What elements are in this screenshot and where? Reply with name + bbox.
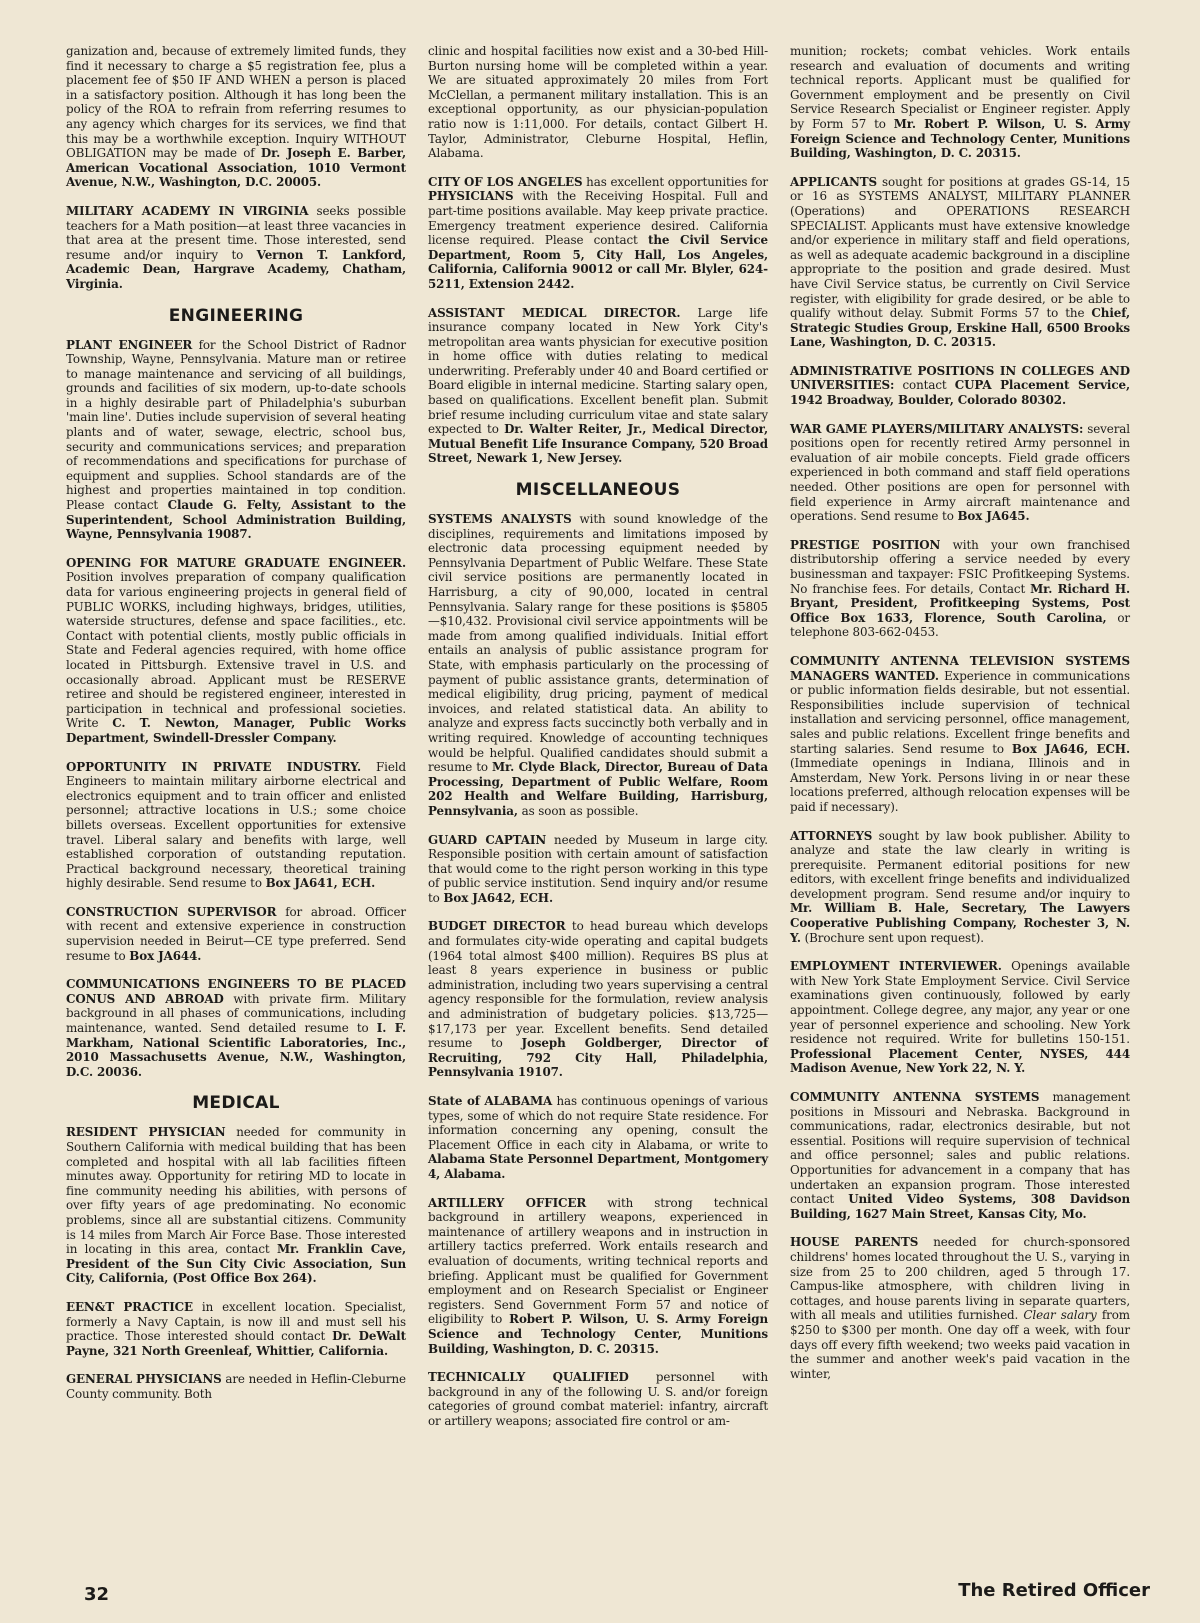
listing-heading: OPENING FOR MATURE GRADUATE ENGINEER. — [66, 555, 406, 570]
listing-heading: COMMUNITY ANTENNA TELEVISION SYSTEMS MANAGERS WANTED. — [790, 653, 1130, 683]
listing-prestige-position — [790, 538, 1130, 640]
listing-contact: Dr. DeWalt Payne, 321 North Greenleaf, Whittier, California. — [66, 1329, 406, 1358]
listing-heading: EMPLOYMENT INTERVIEWER. — [790, 959, 1002, 974]
listing-city-los-angeles — [428, 175, 768, 292]
listing-body: Openings available with New York State Employment Service. Civil Service examinations given continuously, followed by early appointment. College degree, any major, any year or one year of personnel experience and schooling. New York residence not required. Write for bulletins 150-151. — [790, 959, 1130, 1047]
listing-graduate-engineer — [66, 556, 406, 746]
listing-community-antenna-systems — [790, 1090, 1130, 1221]
listing-contact: Dr. Walter Reiter, Jr., Medical Director, Mutual Benefit Life Insurance Company, 520 Broad Street, Newark 1, New Jersey. — [428, 422, 768, 466]
listing-emphasis: Clear salary — [1023, 1308, 1097, 1323]
listing-tail: (Brochure sent upon request). — [800, 930, 984, 945]
listing-assistant-medical-director — [428, 306, 768, 467]
listing-contact: Mr. William B. Hale, Secretary, The Lawyers Cooperative Publishing Company, Rochester 3, N. Y. — [790, 901, 1130, 945]
listing-body: with strong technical background in artillery weapons, experienced in maintenance of artillery weapons and in instruction in artillery tactics preferred. Work entails research and evaluation of documents, writing technical reports and briefing. Applicant must be qualified for Government employment and on Research Specialist or Engineer registers. Send Government Form 57 and notice of eligibility to — [428, 1195, 768, 1327]
listing-body: personnel with background in any of the following U. S. and/or foreign categories of ground combat materiel: infantry, aircraft or artillery weapons; associated fire control or am- — [428, 1370, 769, 1428]
listing-heading: ASSISTANT MEDICAL DIRECTOR. — [428, 305, 681, 320]
listing-tail: or telephone 803-662-0453. — [790, 610, 1130, 640]
listing-keyword: PHYSICIANS — [428, 189, 514, 204]
listing-applicants — [790, 175, 1130, 350]
listing-guard-captain — [428, 833, 768, 906]
listing-contact: United Video Systems, 308 Davidson Building, 1627 Main Street, Kansas City, Mo. — [790, 1192, 1131, 1221]
listing-technically-qualified-continued — [790, 44, 1130, 161]
listing-catv-managers — [790, 654, 1130, 815]
listing-heading: EEN&T PRACTICE — [66, 1299, 193, 1314]
listing-contact: Box JA644. — [129, 948, 202, 963]
listing-contact: Joseph Goldberger, Director of Recruiting, 792 City Hall, Philadelphia, Pennsylvania 19107. — [428, 1036, 768, 1080]
listing-heading: MILITARY ACADEMY IN VIRGINIA — [66, 203, 309, 218]
section-heading-engineering: ENGINEERING — [168, 305, 304, 326]
listing-body: Experience in communications or public information fields desirable, but not essential. Responsibilities include supervision of technical installation and servicing personnel, office management, sales and public relations. Excellent fringe benefits and starting salaries. Send resume to — [790, 668, 1130, 756]
listing-heading: PRESTIGE POSITION — [790, 537, 941, 552]
listing-body: are needed in Heflin-Cleburne County community. Both — [66, 1372, 406, 1401]
listing-body: with sound knowledge of the disciplines, requirements and limitations imposed by electronic data processing equipment needed by Pennsylvania Department of Public Welfare. These State civil service positions are permanently located in Harrisburg, a city of 90,000, located in central Pennsylvania. Salary range for these positions is $5805—$10,432. Provisional civil service appointments will be made from among qualified individuals. Initial effort entails an analysis of public assistance program for State, with emphasis particularly on the processing of payment of public assistance grants, determination of medical eligibility, drug pricing, payment of medical invoices, and related statistical data. An ability to analyze and express facts succinctly both verbally and in writing required. Knowledge of accounting techniques would be helpful. Qualified candidates should submit a resume to — [428, 512, 768, 775]
listing-body: sought for positions at grades GS-14, 15 or 16 as SYSTEMS ANALYST, MILITARY PLANNER (Operations) and OPERATIONS RESEARCH SPECIALIST. Applicants must have extensive knowledge and/or experience in military staff and field operations, as well as adequate academic background in a discipline appropriate to the position and grade desired. Must have Civil Service status, be currently on Civil Service register, with eligibility for grade desired, or be able to qualify without delay. Submit Forms 57 to the — [790, 174, 1130, 321]
column-left — [66, 44, 406, 1416]
listing-heading: APPLICANTS — [790, 174, 878, 189]
listing-body: management positions in Missouri and Nebraska. Background in communications, radar, electronics desirable, but not essential. Positions will require supervision of technical and office personnel; sales and public relations. Opportunities for advancement in a company that has undertaken an expansion program. Those interested contact — [790, 1090, 1130, 1207]
listing-body: seeks possible teachers for a Math position—at least three vacancies in that area at the present time. Those interested, send resume and/or inquiry to — [66, 203, 406, 262]
listing-body: several positions open for recently retired Army personnel in evaluation of air mobile concepts. Field grade officers experienced in both command and staff field operations needed. Other positions are open for personnel with field experience in Army aircraft maintenance and operations. Send resume to — [790, 421, 1130, 524]
listing-tail: as soon as possible. — [517, 803, 639, 818]
listing-construction-supervisor — [66, 905, 406, 963]
listing-budget-director — [428, 919, 768, 1080]
listing-body: sought by law book publisher. Ability to analyze and state the law clearly in writing is prerequisite. Permanent editorial positions for new editors, with excellent fringe benefits and individualized development program. Send resume and/or inquiry to — [790, 828, 1130, 901]
listing-heading: ATTORNEYS — [790, 828, 873, 843]
listing-war-game-players — [790, 422, 1130, 524]
listing-body: Large life insurance company located in New York City's metropolitan area wants physician for executive position in home office with duties relating to medical underwriting. Preferably under 40 and Board certified or Board eligible in internal medicine. Starting salary open, based on qualifications. Excellent benefit plan. Submit brief resume including curriculum vitae and state salary expected to — [428, 305, 768, 437]
listing-body: for the School District of Radnor Township, Wayne, Pennsylvania. Mature man or retiree to manage maintenance and servicing of all buildings, grounds and facilities of six modern, up-to-date schools in a highly desirable part of Philadelphia's suburban 'main line'. Duties include supervision of several heating plants and of water, sewage, electric, school bus, security and communications services; and preparation of recommendations and specifications for purchase of equipment and supplies. School standards are of the highest and properties maintained in top condition. Please contact — [66, 337, 406, 513]
column-middle — [428, 44, 768, 1442]
listing-state-alabama — [428, 1094, 768, 1182]
listing-body: Position involves preparation of company qualification data for various engineering projects in general field of PUBLIC WORKS, including highways, bridges, utilities, waterside structures, defense and space facilities., etc. Contact with potential clients, mostly public officials in State and Federal agencies required, with home office located in Pittsburgh. Extensive travel in U.S. and occasionally abroad. Applicant must be RESERVE retiree and should be registered engineer, interested in participation in technical and professional societies. Write — [66, 570, 406, 731]
listing-technically-qualified — [428, 1370, 768, 1428]
listing-body: needed by Museum in large city. Responsible position with certain amount of satisfaction that would come to the right person working in this type of public service institution. Send inquiry and/or resume to — [428, 832, 768, 905]
listing-body: needed for church-sponsored childrens' homes located throughout the U. S., varying in size from 25 to 200 children, aged 5 through 17. Campus-like atmosphere, with children living in cottages, and house parents living in separate quarters, with all meals and utilities furnished. — [790, 1235, 1130, 1323]
listing-heading: CONSTRUCTION SUPERVISOR — [66, 904, 277, 919]
section-heading-miscellaneous: MISCELLANEOUS — [515, 480, 681, 501]
listing-general-physicians-continued — [428, 44, 768, 161]
listing-contact: Mr. Franklin Cave, President of the Sun City Civic Association, Sun City, California, (Post Office Box 264). — [66, 1242, 406, 1286]
listing-systems-analysts — [428, 512, 768, 818]
listing-aiva-continued — [66, 44, 406, 190]
listing-body: needed for community in Southern California with medical building that has been completed and hospital with all lab facilities fifteen minutes away. Opportunity for retiring MD to locate in fine community needing his abilities, with persons of over fifty years of age predominating. No economic problems, since all are substantial citizens. Community is 14 miles from March Air Force Base. Those interested in locating in this area, contact — [66, 1125, 406, 1257]
section-heading-medical: MEDICAL — [192, 1093, 280, 1114]
listing-resident-physician — [66, 1125, 406, 1286]
listing-heading: ADMINISTRATIVE POSITIONS IN COLLEGES AND UNIVERSITIES: — [790, 363, 1130, 393]
listing-body: ganization and, because of extremely limited funds, they find it necessary to charge a $5 registration fee, plus a placement fee of $50 IF AND WHEN a person is placed in a satisfactory position. Although it has long been the policy of the ROA to refrain from referring resumes to any agency which charges for its services, we find that this may be a worthwhile exception. Inquiry WITHOUT OBLIGATION may be made of — [66, 44, 406, 161]
listing-heading: SYSTEMS ANALYSTS — [428, 512, 572, 527]
listing-contact: the Civil Service Department, Room 5, City Hall, Los Angeles, California, California 90012 or call Mr. Blyler, 624-5211, Extension 2442. — [428, 233, 768, 291]
listing-tail: (Immediate openings in Indiana, Illinois and in Amsterdam, New York. Persons living in or near these locations preferred, although relocation expenses will be paid if necessary). — [790, 756, 1130, 814]
listing-eent-practice — [66, 1300, 406, 1358]
listing-attorneys — [790, 829, 1130, 946]
listing-body: with your own franchised distributorship offering a service needed by every businessman and taxpayer: FSIC Profitkeeping Systems. No franchise fees. For details, Contact — [790, 537, 1130, 596]
listing-body: with the Receiving Hospital. Full and part-time positions available. May keep private practice. Emergency treatment experience desired. California license required. Please contact — [428, 189, 768, 248]
listing-body: for abroad. Officer with recent and extensive experience in construction supervision needed in Beirut—CE type preferred. Send resume to — [66, 904, 407, 963]
listing-contact: Dr. Joseph E. Barber, American Vocational Association, 1010 Vermont Avenue, N.W., Washington, D.C. 20005. — [66, 146, 406, 190]
listing-tail: from $250 to $300 per month. One day off a week, with four days off every fifth weekend; two weeks paid vacation in the summer and another week's paid vacation in the winter, — [790, 1308, 1130, 1381]
listing-employment-interviewer — [790, 959, 1130, 1076]
listing-heading: CITY OF LOS ANGELES — [428, 174, 583, 189]
column-right — [790, 44, 1130, 1395]
listing-heading: HOUSE PARENTS — [790, 1235, 919, 1250]
listing-communications-engineers — [66, 977, 406, 1079]
listing-heading: OPPORTUNITY IN PRIVATE INDUSTRY. — [66, 759, 362, 774]
listing-contact: Mr. Richard H. Bryant, President, Profitkeeping Systems, Post Office Box 1633, Florence, South Carolina, — [790, 581, 1131, 625]
listing-contact: Alabama State Personnel Department, Montgomery 4, Alabama. — [428, 1152, 768, 1181]
listing-contact: Mr. Clyde Black, Director, Bureau of Data Processing, Department of Public Welfare, Room 202 Health and Welfare Building, Harrisburg, Pennsylvania, — [428, 760, 768, 818]
listing-body: to head bureau which develops and formulates city-wide operating and capital budgets (1964 total almost $400 million). Requires BS plus at least 8 years experience in business or public administration, including two years supervising a central agency responsible for the formulation, review analysis and administration of budgetary policies. $13,725—$17,173 per year. Excellent benefits. Send detailed resume to — [428, 919, 768, 1051]
listing-house-parents — [790, 1235, 1130, 1381]
publication-title: The Retired Officer — [958, 1580, 1150, 1601]
listing-contact: CUPA Placement Service, 1942 Broadway, Boulder, Colorado 80302. — [790, 378, 1130, 408]
listing-body: contact — [894, 378, 955, 393]
listing-body: has continuous openings of various types, some of which do not require State residence. For information concerning any opening, consult the Placement Office in each city in Alabama, or write to — [428, 1094, 768, 1152]
listing-contact: Claude G. Felty, Assistant to the Superintendent, School Administration Building, Wayne, Pennsylvania 19087. — [66, 498, 406, 542]
page-number: 32 — [84, 1584, 110, 1605]
listing-body: has excellent opportunities for — [582, 174, 769, 189]
listing-body: munition; rockets; combat vehicles. Work entails research and evaluation of documents and writing technical reports. Applicant must be qualified for Government employment and be presently on Civil Service Research Specialist or Engineer register. Apply by Form 57 to — [790, 44, 1130, 131]
listing-private-industry — [66, 760, 406, 891]
listing-contact: Chief, Strategic Studies Group, Erskine Hall, 6500 Brooks Lane, Washington, D. C. 20315. — [790, 306, 1130, 350]
listing-heading: PLANT ENGINEER — [66, 337, 193, 352]
listing-contact: I. F. Markham, National Scientific Laboratories, Inc., 2010 Massachusetts Avenue, N.W., Washington, D.C. 20036. — [66, 1021, 406, 1079]
listing-plant-engineer — [66, 338, 406, 542]
listing-body: with private firm. Military background in all phases of communications, including maintenance, wanted. Send detailed resume to — [66, 991, 406, 1036]
listing-heading: COMMUNITY ANTENNA SYSTEMS — [790, 1090, 1040, 1104]
listing-body: in excellent location. Specialist, formerly a Navy Captain, is now ill and must sell his practice. Those interested should contact — [66, 1299, 406, 1344]
listing-general-physicians — [66, 1372, 406, 1401]
listing-heading: WAR GAME PLAYERS/MILITARY ANALYSTS: — [790, 421, 1084, 436]
listing-artillery-officer — [428, 1196, 768, 1357]
listing-contact: Box JA641, ECH. — [265, 876, 376, 891]
listing-heading: BUDGET DIRECTOR — [428, 919, 566, 934]
listing-heading: TECHNICALLY QUALIFIED — [428, 1370, 629, 1385]
listing-heading: COMMUNICATIONS ENGINEERS TO BE PLACED CONUS AND ABROAD — [66, 977, 406, 1006]
listing-military-academy — [66, 204, 406, 292]
listing-contact: C. T. Newton, Manager, Public Works Department, Swindell-Dressler Company. — [66, 716, 406, 745]
listing-heading: ARTILLERY OFFICER — [428, 1195, 587, 1210]
listing-contact: Box JA645. — [957, 509, 1030, 524]
listing-contact: Box JA646, ECH. — [1011, 741, 1130, 756]
listing-heading: RESIDENT PHYSICIAN — [66, 1125, 226, 1140]
listing-heading: State of ALABAMA — [428, 1094, 553, 1108]
listing-administrative-positions — [790, 364, 1130, 408]
listing-contact: Box JA642, ECH. — [443, 890, 553, 905]
listing-contact: Professional Placement Center, NYSES, 444 Madison Avenue, New York 22, N. Y. — [790, 1046, 1130, 1076]
listing-body: Field Engineers to maintain military airborne electrical and electronics equipment and to train officer and enlisted personnel; attractive locations in U.S.; some choice billets overseas. Excellent opportunities for extensive travel. Liberal salary and benefits with large, well established corporation of outstanding reputation. Practical background necessary, theoretical training highly desirable. Send resume to — [66, 759, 406, 891]
listing-heading: GUARD CAPTAIN — [428, 832, 547, 847]
listing-contact: Vernon T. Lankford, Academic Dean, Hargrave Academy, Chatham, Virginia. — [66, 247, 406, 291]
listing-body: clinic and hospital facilities now exist and a 30-bed Hill-Burton nursing home will be completed within a year. We are situated approximately 20 miles from Fort McClellan, a permanent military installation. This is an exceptional opportunity, as our physician-population ratio now is 1:11,000. For details, contact Gilbert H. Taylor, Administrator, Cleburne Hospital, Heflin, Alabama. — [428, 44, 768, 161]
listing-contact: Robert P. Wilson, U. S. Army Foreign Science and Technology Center, Munitions Building, Washington, D. C. 20315. — [428, 1312, 768, 1356]
listing-contact: Mr. Robert P. Wilson, U. S. Army Foreign Science and Technology Center, Munitions Building, Washington, D. C. 20315. — [790, 116, 1130, 161]
listing-heading: GENERAL PHYSICIANS — [66, 1372, 222, 1387]
